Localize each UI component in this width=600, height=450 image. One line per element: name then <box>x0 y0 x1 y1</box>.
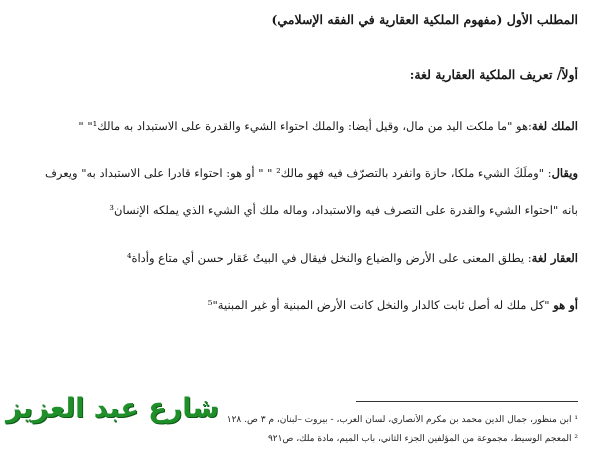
paragraph-yuqal-line1 <box>20 165 578 181</box>
term-aqar: العقار لغة <box>531 251 578 265</box>
footnote-1: ¹ ابن منظور، جمال الدين محمد بن مكرم الأنصاري، لسان العرب، - بيروت –لبنان، م ٣ ص. ١٢٨ <box>226 415 578 425</box>
term-yuqal: ويقال <box>551 166 578 180</box>
footnote-separator <box>356 401 578 402</box>
milk-definition-text: :هو "ما ملكت اليد من مال، وقيل أيضا: والملك احتواء الشيء والقدرة على الاستبداد به مالك¹" " <box>78 119 532 133</box>
aqar-definition-text: : يطلق المعنى على الأرض والضياع والنخل فيقال في البيتُ عَقار حسن أي متاع وأداة⁴ <box>126 251 532 265</box>
term-milk: الملك لغة <box>531 119 578 133</box>
watermark-logo: شارع عبد العزيز <box>6 393 219 424</box>
section-title: المطلب الأول (مفهوم الملكية العقارية في الفقه الإسلامي) <box>271 12 578 27</box>
aw-huwa-text: "كل ملك له أصل ثابت كالدار والنخل كانت الأرض المبنية أو غير المبنية"⁵ <box>207 298 550 312</box>
paragraph-milk-definition <box>20 118 578 134</box>
paragraph-aw-huwa <box>20 297 578 313</box>
subsection-title: أولاً/ تعريف الملكية العقارية لغة: <box>409 67 578 82</box>
footnote-2: ² المعجم الوسيط، مجموعة من المؤلفين الجزء الثاني، باب الميم، مادة ملك، ص٩٢١ <box>267 434 578 444</box>
yuqal-text-line1: : "وملَكَ الشيء ملكا، حازة وانفرد بالتصرّف فيه فهو مالك² " " أو هو: احتواء قادرا على الاستبداد به" ويعرف <box>44 166 552 180</box>
paragraph-yuqal-line2: بانه "احتواء الشيء والقدرة على التصرف فيه والاستبداد، وماله ملك أي الشيء الذي يملكه الإنسان³ <box>109 203 578 217</box>
term-aw-huwa: أو هو <box>553 298 578 312</box>
paragraph-aqar-definition <box>20 250 578 266</box>
